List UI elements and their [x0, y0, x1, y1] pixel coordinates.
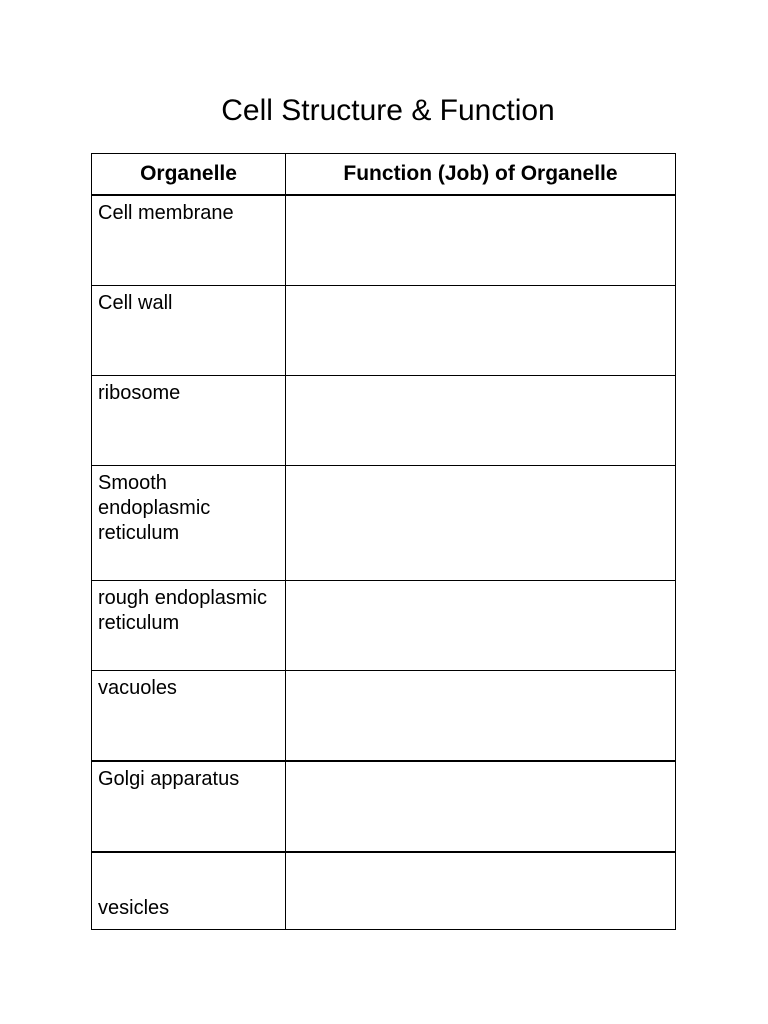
- table-row: [92, 671, 676, 762]
- organelle-name-cell: ribosome: [92, 376, 286, 466]
- organelle-column-header: Organelle: [92, 154, 286, 196]
- function-column-header: Function (Job) of Organelle: [286, 154, 676, 196]
- organelle-name-cell: Cell wall: [92, 286, 286, 376]
- table-row: [92, 466, 676, 581]
- page-title: Cell Structure & Function: [221, 94, 555, 127]
- table-row: [92, 376, 676, 466]
- organelle-name-cell: rough endoplasmic reticulum: [92, 581, 286, 671]
- organelle-name-cell: Golgi apparatus: [92, 761, 286, 852]
- function-answer-cell[interactable]: [286, 376, 676, 466]
- table-row: [92, 852, 676, 930]
- table-row: [92, 286, 676, 376]
- organelle-name-cell: vacuoles: [92, 671, 286, 762]
- function-answer-cell[interactable]: [286, 466, 676, 581]
- function-answer-cell[interactable]: [286, 581, 676, 671]
- organelle-table: [91, 153, 676, 930]
- table-row: [92, 195, 676, 286]
- organelle-name-cell: Cell membrane: [92, 195, 286, 286]
- organelle-name-cell: Smooth endoplasmic reticulum: [92, 466, 286, 581]
- function-answer-cell[interactable]: [286, 671, 676, 762]
- function-answer-cell[interactable]: [286, 852, 676, 930]
- function-answer-cell[interactable]: [286, 286, 676, 376]
- table-row: [92, 761, 676, 852]
- table-header-row: [92, 154, 676, 196]
- function-answer-cell[interactable]: [286, 761, 676, 852]
- table-row: [92, 581, 676, 671]
- organelle-name-cell: vesicles: [92, 852, 286, 930]
- function-answer-cell[interactable]: [286, 195, 676, 286]
